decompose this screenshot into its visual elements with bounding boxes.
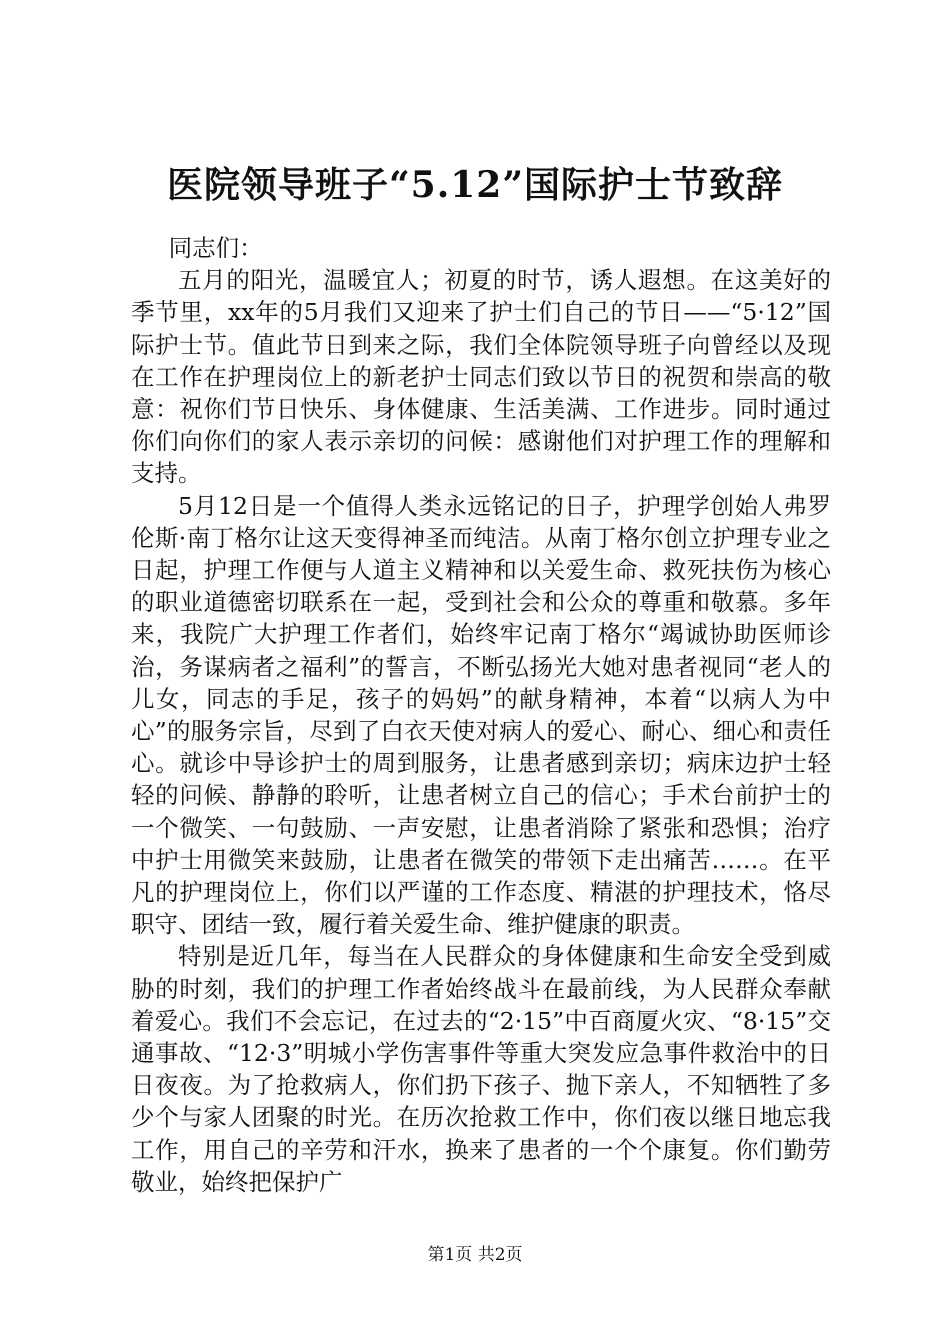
document-body <box>131 232 831 1198</box>
document-title: 医院领导班子“5.12”国际护士节致辞 <box>166 164 784 206</box>
paragraph-2: 5月12日是一个值得人类永远铭记的日子，护理学创始人弗罗伦斯·南丁格尔让这天变得神圣而纯洁。从南丁格尔创立护理专业之日起，护理工作便与人道主义精神和以关爱生命、救死扶伤为核心的职业道德密切联系在一起，受到社会和公众的尊重和敬慕。多年来，我院广大护理工作者们，始终牢记南丁格尔“竭诚协助医师诊治，务谋病者之福利”的誓言，不断弘扬光大她对患者视同“老人的儿女，同志的手足，孩子的妈妈”的献身精神，本着“以病人为中心”的服务宗旨，尽到了白衣天使对病人的爱心、耐心、细心和责任心。就诊中导诊护士的周到服务，让患者感到亲切；病床边护士轻轻的问候、静静的聆听，让患者树立自己的信心；手术台前护士的一个微笑、一句鼓励、一声安慰，让患者消除了紧张和恐惧；治疗中护士用微笑来鼓励，让患者在微笑的带领下走出痛苦……。在平凡的护理岗位上，你们以严谨的工作态度、精湛的护理技术，恪尽职守、团结一致，履行着关爱生命、维护健康的职责。 <box>131 491 831 939</box>
paragraph-3: 特别是近几年，每当在人民群众的身体健康和生命安全受到威胁的时刻，我们的护理工作者始终战斗在最前线，为人民群众奉献着爱心。我们不会忘记，在过去的“2·15”中百商厦火灾、“8·15”交通事故、“12·3”明城小学伤害事件等重大突发应急事件救治中的日日夜夜。为了抢救病人，你们扔下孩子、抛下亲人，不知牺牲了多少个与家人团聚的时光。在历次抢救工作中，你们夜以继日地忘我工作，用自己的辛劳和汗水，换来了患者的一个个康复。你们勤劳敬业，始终把保护广 <box>131 942 831 1196</box>
paragraph-1: 五月的阳光，温暖宜人；初夏的时节，诱人遐想。在这美好的季节里，xx年的5月我们又迎来了护士们自己的节日——“5·12”国际护士节。值此节日到来之际，我们全体院领导班子向曾经以及现在工作在护理岗位上的新老护士同志们致以节日的祝贺和崇高的敬意：祝你们节日快乐、身体健康、生活美满、工作进步。同时通过你们向你们的家人表示亲切的问候：感谢他们对护理工作的理解和支持。 <box>131 266 831 488</box>
salutation: 同志们： <box>168 234 263 262</box>
page-number-footer: 第1页 共2页 <box>427 1245 523 1265</box>
